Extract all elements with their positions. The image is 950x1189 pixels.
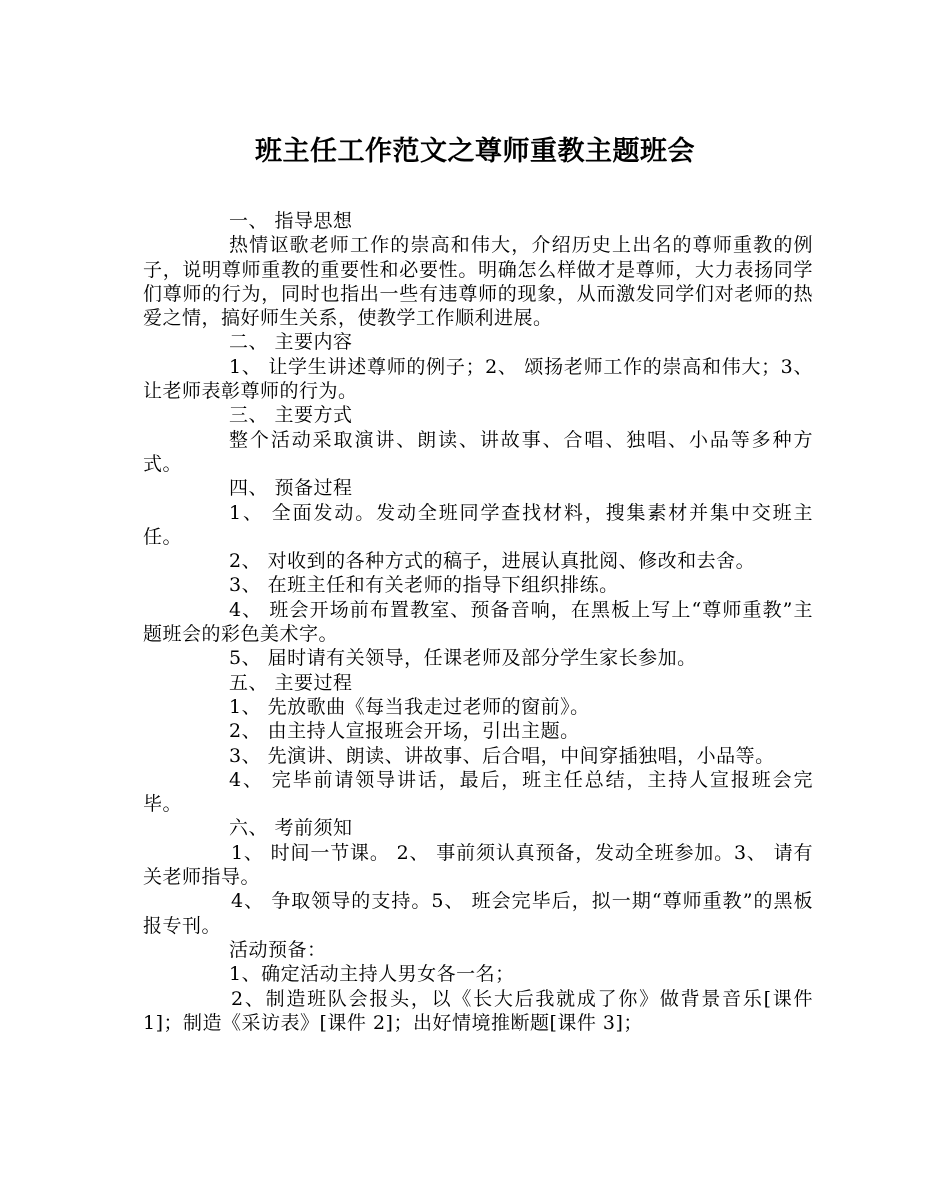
list-item: 4、 班会开场前布置教室、预备音响，在黑板上写上“尊师重教”主题班会的彩色美术字。 [143,598,813,646]
list-item: 5、 届时请有关领导，任课老师及部分学生家长参加。 [229,647,697,670]
list-item: 1、确定活动主持人男女各一名； [229,963,515,986]
list-item: 1、 全面发动。发动全班同学查找材料，搜集素材并集中交班主任。 [143,501,813,548]
section-heading-5: 五、 主要过程 [229,671,353,694]
paragraph: 热情讴歌老师工作的崇高和伟大，介绍历史上出名的尊师重教的例子，说明尊师重教的重要性和必要性。明确怎么样做才是尊师，大力表扬同学们尊师的行为，同时也指出一些有违尊师的现象，从而激发同学们对老师的热爱之情，搞好师生关系，使教学工作顺利进展。 [143,234,813,330]
section-heading-3: 三、 主要方式 [229,404,353,427]
subheading: 活动预备： [229,938,327,961]
paragraph: 整个活动采取演讲、朗读、讲故事、合唱、独唱、小品等多种方式。 [143,428,813,475]
list-item: 2、 由主持人宣报班会开场，引出主题。 [229,720,580,743]
list-item: 1、 先放歌曲《每当我走过老师的窗前》。 [229,695,590,718]
list-item: 2、制造班队会报头，以《长大后我就成了你》做背景音乐[课件 1]；制造《采访表》[课件 2]；出好情境推断题[课件 3]； [143,987,813,1034]
list-item: 2、 对收到的各种方式的稿子，进展认真批阅、修改和去舍。 [229,550,756,573]
list-item: 1、 时间一节课。 2、 事前须认真预备，发动全班参加。3、 请有关老师指导。 [143,841,813,889]
list-item: 3、 先演讲、朗读、讲故事、后合唱，中间穿插独唱，小品等。 [229,744,775,767]
document-title: 班主任工作范文之尊师重教主题班会 [255,136,695,167]
list-item: 4、 完毕前请领导讲话，最后，班主任总结，主持人宣报班会完毕。 [143,768,813,816]
section-heading-6: 六、 考前须知 [229,817,353,840]
paragraph: 1、 让学生讲述尊师的例子；2、 颂扬老师工作的崇高和伟大；3、 让老师表彰尊师的行为。 [143,355,813,403]
section-heading-2: 二、 主要内容 [229,331,353,354]
list-item: 3、 在班主任和有关老师的指导下组织排练。 [229,574,619,597]
section-heading-4: 四、 预备过程 [229,477,353,500]
document-body [143,209,813,1035]
section-heading-1: 一、 指导思想 [229,210,353,232]
list-item: 4、 争取领导的支持。5、 班会完毕后，拟一期“尊师重教”的黑板报专刊。 [143,890,813,937]
